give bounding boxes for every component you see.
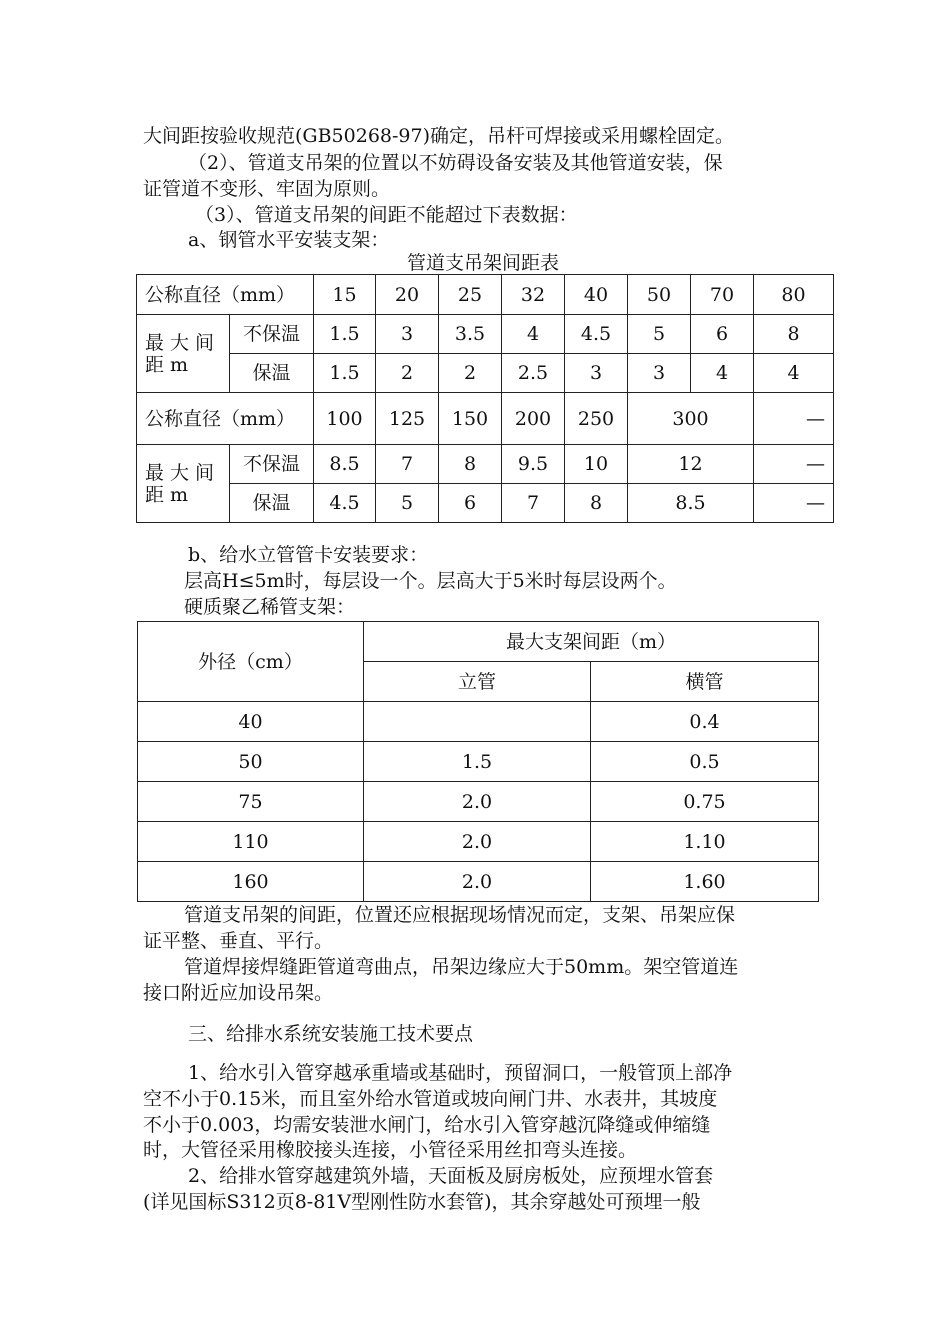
table-row [138,702,819,742]
table-row [138,862,819,902]
table-cell: 4 [691,354,754,393]
table-cell: 3 [628,354,691,393]
table-cell: 0.5 [591,742,819,782]
table-row [138,742,819,782]
paragraph-line: 时，大管径采用橡胶接头连接，小管径采用丝扣弯头连接。 [143,1139,638,1161]
table-cell: 50 [628,275,691,315]
paragraph-line: (详见国标S312页8-81V型刚性防水套管)，其余穿越处可预埋一般 [143,1191,701,1213]
table-cell: 1.5 [364,742,591,782]
table-cell: 4.5 [314,484,376,523]
table-cell: 1.5 [314,315,376,354]
table-row [137,393,834,445]
table-cell: 100 [314,393,376,445]
table-cell: 6 [439,484,502,523]
table-cell: 160 [138,862,364,902]
table-cell: 1.60 [591,862,819,902]
table-cell: 1.10 [591,822,819,862]
table-cell: 3 [565,354,628,393]
table-cell: 8.5 [314,445,376,484]
paragraph-line: 接口附近应加设吊架。 [143,982,334,1004]
table-cell: 50 [138,742,364,782]
paragraph-line: a、钢管水平安装支架： [188,229,390,251]
table-cell: 9.5 [502,445,565,484]
label-insulation: 保温 [230,484,314,523]
table-cell: 80 [754,275,834,315]
table-cell: 15 [314,275,376,315]
header-horizontal-pipe: 横管 [591,662,819,702]
table-cell: 7 [376,445,439,484]
header-max-spacing: 最大间距m [137,315,230,393]
table-cell: 70 [691,275,754,315]
table-cell: — [754,445,834,484]
table-cell: 25 [439,275,502,315]
table-cell: 0.4 [591,702,819,742]
table-cell: 5 [376,484,439,523]
label-insulation: 保温 [230,354,314,393]
table-row [137,275,834,315]
paragraph-line: 管道支吊架的间距，位置还应根据现场情况而定，支架、吊架应保 [184,904,736,926]
table-cell: 4 [754,354,834,393]
table-row [138,782,819,822]
paragraph-line: 空不小于0.15米，而且室外给水管道或坡向闸门井、水表井，其坡度 [143,1088,718,1110]
table-cell: 40 [565,275,628,315]
paragraph-line: 证平整、垂直、平行。 [143,930,334,952]
table-title: 管道支吊架间距表 [407,252,560,274]
table-cell: 12 [628,445,754,484]
table-cell: 8 [439,445,502,484]
table-row [137,484,834,523]
pvc-support-table [137,621,819,902]
table-cell: 5 [628,315,691,354]
header-max-spacing: 最大间距m [137,445,230,523]
table-cell: 110 [138,822,364,862]
table-cell: 3.5 [439,315,502,354]
paragraph-line: 硬质聚乙稀管支架： [184,596,356,618]
table-row [138,822,819,862]
paragraph-line: 1、给水引入管穿越承重墙或基础时，预留洞口，一般管顶上部净 [188,1062,733,1084]
table-cell: 0.75 [591,782,819,822]
paragraph-line: （2）、管道支吊架的位置以不妨碍设备安装及其他管道安装，保 [188,152,723,174]
paragraph-line: 大间距按验收规范(GB50268-97)确定，吊杆可焊接或采用螺栓固定。 [143,125,735,147]
table-cell: 8.5 [628,484,754,523]
label-no-insulation: 不保温 [230,315,314,354]
table-cell: 8 [565,484,628,523]
header-max-support-spacing: 最大支架间距（m） [364,622,819,662]
table-cell: 32 [502,275,565,315]
table-cell: 2 [439,354,502,393]
table-cell: 200 [502,393,565,445]
table-row [138,622,819,662]
table-cell: 1.5 [314,354,376,393]
table-cell: 40 [138,702,364,742]
paragraph-line: 2、给排水管穿越建筑外墙，天面板及厨房板处，应预埋水管套 [188,1165,714,1187]
table-cell: 2.0 [364,782,591,822]
paragraph-line: 不小于0.003，均需安装泄水闸门，给水引入管穿越沉降缝或伸缩缝 [143,1114,711,1136]
table-row [137,445,834,484]
header-outer-diameter: 外径（cm） [138,622,364,702]
table-cell: — [754,393,834,445]
table-cell: 10 [565,445,628,484]
table-cell: 300 [628,393,754,445]
header-nominal-diameter: 公称直径（mm） [137,393,314,445]
label-no-insulation: 不保温 [230,445,314,484]
table-row [137,315,834,354]
table-cell: 8 [754,315,834,354]
table-cell: 3 [376,315,439,354]
table-cell: 20 [376,275,439,315]
table-cell: 2 [376,354,439,393]
paragraph-line: b、给水立管管卡安装要求： [188,544,429,566]
table-cell: 2.0 [364,862,591,902]
section-heading: 三、给排水系统安装施工技术要点 [188,1023,474,1045]
table-cell: 4.5 [565,315,628,354]
table-cell: 4 [502,315,565,354]
table-cell: 250 [565,393,628,445]
paragraph-line: 层高H≤5m时，每层设一个。层高大于5米时每层设两个。 [184,570,677,592]
table-cell: 75 [138,782,364,822]
table-cell: 150 [439,393,502,445]
table-cell [364,702,591,742]
table-cell: 6 [691,315,754,354]
pipe-support-spacing-table [136,274,834,523]
table-cell: — [754,484,834,523]
header-nominal-diameter: 公称直径（mm） [137,275,314,315]
paragraph-line: 管道焊接焊缝距管道弯曲点，吊架边缘应大于50mm。架空管道连 [184,956,739,978]
table-row [137,354,834,393]
paragraph-line: （3）、管道支吊架的间距不能超过下表数据： [195,204,578,226]
table-cell: 2.5 [502,354,565,393]
table-cell: 7 [502,484,565,523]
header-vertical-pipe: 立管 [364,662,591,702]
paragraph-line: 证管道不变形、牢固为原则。 [143,178,391,200]
table-cell: 2.0 [364,822,591,862]
table-cell: 125 [376,393,439,445]
